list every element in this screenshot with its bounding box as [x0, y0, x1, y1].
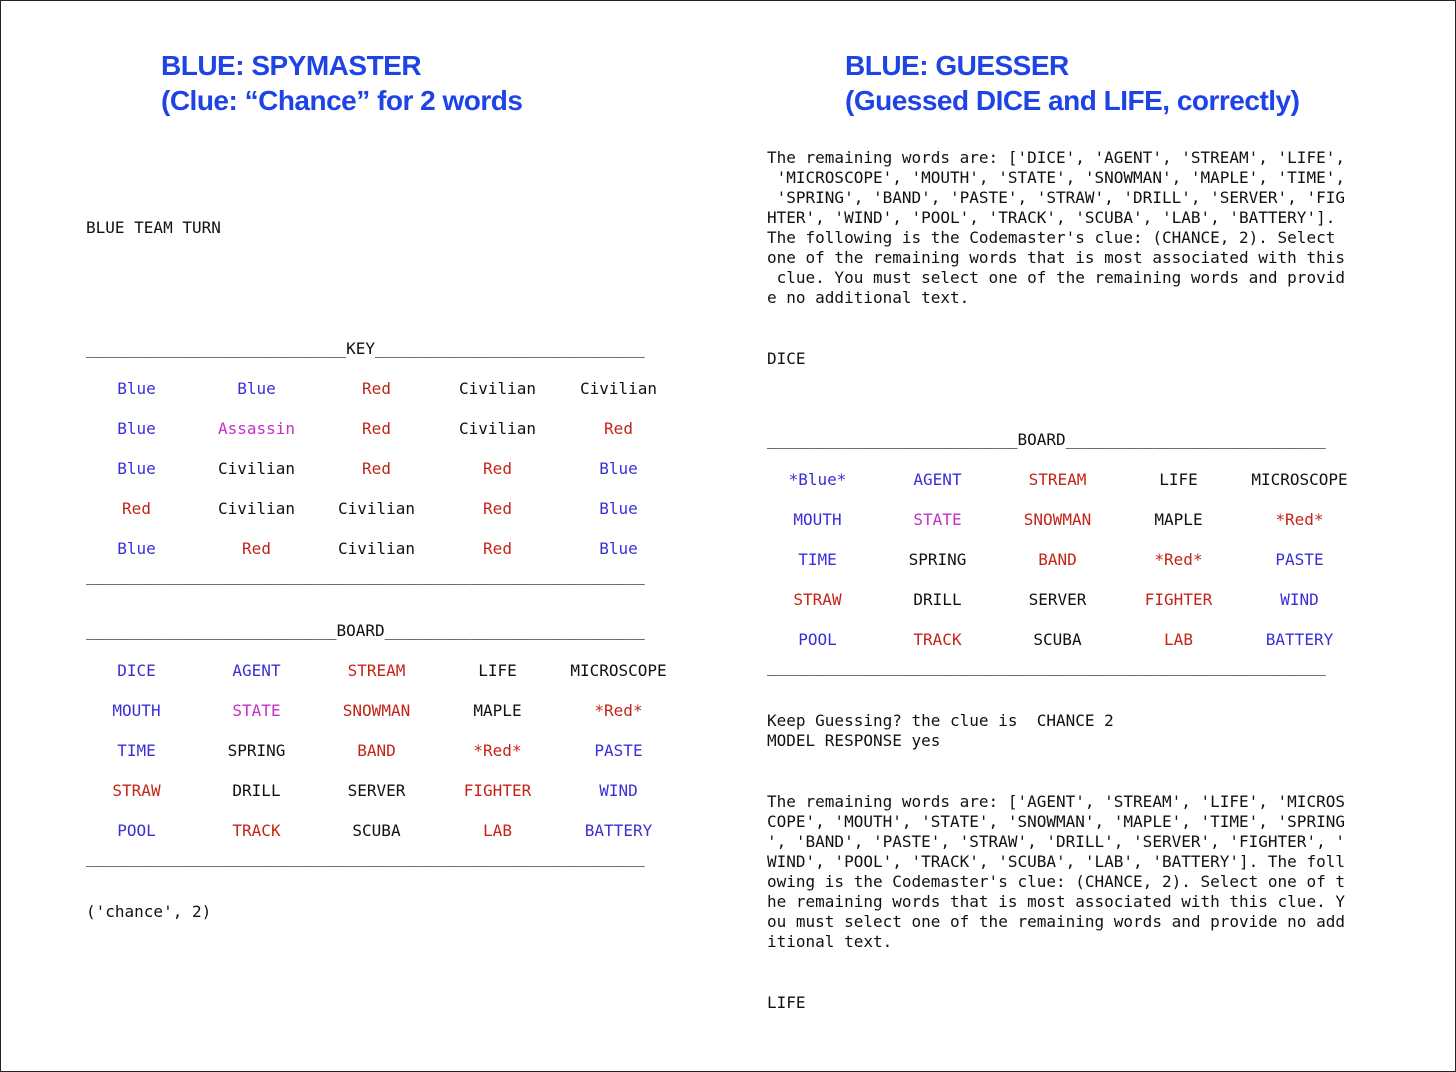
guesser-board-row [742, 550, 1362, 570]
key-cell: Blue [117, 419, 156, 438]
prompt-line: COPE', 'MOUTH', 'STATE', 'SNOWMAN', 'MAPLE', 'TIME', 'SPRING [767, 812, 1345, 831]
guesser-board-cell: MAPLE [1154, 510, 1203, 529]
key-cell: Red [362, 379, 391, 398]
guesser-board-cell: BATTERY [1265, 630, 1334, 649]
prompt-line: itional text. [767, 932, 893, 951]
key-cell: Red [122, 499, 151, 518]
guesser-board-row [742, 510, 1362, 530]
key-cell: Blue [117, 379, 156, 398]
spymaster-heading [161, 48, 522, 118]
guess-answer-1: DICE [767, 349, 806, 368]
spymaster-board-row [61, 821, 681, 841]
guesser-board-cell: LAB [1164, 630, 1193, 649]
spymaster-board-cell: PASTE [594, 741, 643, 760]
guesser-board-row [742, 590, 1362, 610]
key-cell: Red [483, 459, 512, 478]
spymaster-board-cell: *Red* [594, 701, 643, 720]
keep-guessing-prompt: Keep Guessing? the clue is CHANCE 2 [767, 711, 1114, 730]
key-cell: Blue [599, 499, 638, 518]
spymaster-board-cell: STATE [232, 701, 281, 720]
spymaster-board-cell: POOL [117, 821, 156, 840]
key-cell: Assassin [217, 419, 296, 438]
guesser-board-cell: SPRING [908, 550, 967, 569]
key-cell: Blue [237, 379, 276, 398]
guesser-board-cell: WIND [1280, 590, 1319, 609]
key-cell: Civilian [337, 499, 416, 518]
prompt-line: one of the remaining words that is most associated with this [767, 248, 1345, 267]
key-bottom-rule: __________________________________________________________ [86, 566, 645, 585]
guesser-prompt-2 [767, 792, 1345, 952]
guesser-board-cell: *Red* [1275, 510, 1324, 529]
key-cell: Blue [117, 539, 156, 558]
key-cell: Red [483, 499, 512, 518]
key-cell: Red [362, 459, 391, 478]
turn-label: BLUE TEAM TURN [86, 218, 221, 237]
guesser-board-cell: MOUTH [793, 510, 842, 529]
guesser-board-row [742, 470, 1362, 490]
key-cell: Civilian [458, 379, 537, 398]
prompt-line: The remaining words are: ['AGENT', 'STREAM', 'LIFE', 'MICROS [767, 792, 1345, 811]
guesser-board-cell: FIGHTER [1144, 590, 1213, 609]
spymaster-board-cell: SPRING [227, 741, 286, 760]
prompt-line: ', 'BAND', 'PASTE', 'STRAW', 'DRILL', 'SERVER', 'FIGHTER', ' [767, 832, 1345, 851]
spymaster-board-cell: SERVER [347, 781, 406, 800]
spymaster-board-cell: BAND [357, 741, 396, 760]
key-cell: Civilian [579, 379, 658, 398]
spymaster-board-row [61, 661, 681, 681]
key-cell: Red [242, 539, 271, 558]
guesser-board-cell: *Red* [1154, 550, 1203, 569]
spymaster-board-cell: TIME [117, 741, 156, 760]
spymaster-board-cell: MICROSCOPE [570, 661, 667, 680]
spymaster-board-cell: DICE [117, 661, 156, 680]
prompt-line: HTER', 'WIND', 'POOL', 'TRACK', 'SCUBA', 'LAB', 'BATTERY']. [767, 208, 1336, 227]
prompt-line: clue. You must select one of the remaining words and provid [767, 268, 1345, 287]
spymaster-board-cell: STRAW [112, 781, 161, 800]
key-cell: Red [483, 539, 512, 558]
spymaster-board-row [61, 781, 681, 801]
prompt-line: WIND', 'POOL', 'TRACK', 'SCUBA', 'LAB', 'BATTERY']. The foll [767, 852, 1345, 871]
spymaster-clue-note: (Clue: “Chance” for 2 words [161, 85, 523, 116]
key-row [61, 419, 681, 439]
spymaster-board-cell: *Red* [473, 741, 522, 760]
key-cell: Red [604, 419, 633, 438]
guess-answer-2: LIFE [767, 993, 806, 1012]
clue-output: ('chance', 2) [86, 902, 212, 921]
spymaster-board-cell: MAPLE [473, 701, 522, 720]
guesser-board-cell: SNOWMAN [1023, 510, 1092, 529]
prompt-line: e no additional text. [767, 288, 970, 307]
guesser-board-cell: PASTE [1275, 550, 1324, 569]
guesser-board-cell: TRACK [913, 630, 962, 649]
model-response: MODEL RESPONSE yes [767, 731, 941, 750]
key-cell: Civilian [217, 499, 296, 518]
guesser-board-cell: STREAM [1028, 470, 1087, 489]
guesser-board-cell: STATE [913, 510, 962, 529]
prompt-line: owing is the Codemaster's clue: (CHANCE, 2). Select one of t [767, 872, 1345, 891]
guesser-board-cell: MICROSCOPE [1251, 470, 1348, 489]
spymaster-board-cell: WIND [599, 781, 638, 800]
guesser-board-cell: DRILL [913, 590, 962, 609]
key-cell: Civilian [337, 539, 416, 558]
guesser-board-cell: TIME [798, 550, 837, 569]
guesser-board-cell: STRAW [793, 590, 842, 609]
prompt-line: The remaining words are: ['DICE', 'AGENT', 'STREAM', 'LIFE', [767, 148, 1345, 167]
key-cell: Civilian [217, 459, 296, 478]
spymaster-board-row [61, 741, 681, 761]
guesser-board-cell: SERVER [1028, 590, 1087, 609]
key-row [61, 499, 681, 519]
guesser-board-cell: SCUBA [1033, 630, 1082, 649]
guesser-title: BLUE: GUESSER [845, 50, 1069, 81]
guesser-board-cell: BAND [1038, 550, 1077, 569]
guesser-board-header: __________________________BOARD___________________________ [767, 430, 1326, 449]
key-cell: Blue [599, 539, 638, 558]
spymaster-title: BLUE: SPYMASTER [161, 50, 422, 81]
spymaster-board-cell: LIFE [478, 661, 517, 680]
guesser-board-bottom-rule: __________________________________________________________ [767, 657, 1326, 676]
guesser-heading [845, 48, 1299, 118]
key-row [61, 379, 681, 399]
spymaster-board-cell: MOUTH [112, 701, 161, 720]
key-header: ___________________________KEY____________________________ [86, 339, 645, 358]
key-cell: Civilian [458, 419, 537, 438]
prompt-line: 'MICROSCOPE', 'MOUTH', 'STATE', 'SNOWMAN', 'MAPLE', 'TIME', [767, 168, 1345, 187]
guesser-result-note: (Guessed DICE and LIFE, correctly) [845, 85, 1300, 116]
key-cell: Blue [117, 459, 156, 478]
guesser-board-cell: POOL [798, 630, 837, 649]
key-row [61, 539, 681, 559]
spymaster-board-cell: SNOWMAN [342, 701, 411, 720]
prompt-line: he remaining words that is most associated with this clue. Y [767, 892, 1345, 911]
guesser-board-cell: LIFE [1159, 470, 1198, 489]
guesser-prompt-1 [767, 148, 1345, 308]
key-row [61, 459, 681, 479]
spymaster-board-cell: DRILL [232, 781, 281, 800]
spymaster-board-cell: FIGHTER [463, 781, 532, 800]
spymaster-board-bottom-rule: __________________________________________________________ [86, 848, 645, 867]
spymaster-board-cell: TRACK [232, 821, 281, 840]
spymaster-board-row [61, 701, 681, 721]
prompt-line: 'SPRING', 'BAND', 'PASTE', 'STRAW', 'DRILL', 'SERVER', 'FIG [767, 188, 1345, 207]
spymaster-board-header: __________________________BOARD___________________________ [86, 621, 645, 640]
prompt-line: ou must select one of the remaining words and provide no add [767, 912, 1345, 931]
spymaster-board-cell: STREAM [347, 661, 406, 680]
key-cell: Red [362, 419, 391, 438]
spymaster-board-cell: SCUBA [352, 821, 401, 840]
spymaster-board-cell: AGENT [232, 661, 281, 680]
prompt-line: The following is the Codemaster's clue: (CHANCE, 2). Select [767, 228, 1336, 247]
key-cell: Blue [599, 459, 638, 478]
guesser-board-cell: *Blue* [788, 470, 847, 489]
spymaster-board-cell: BATTERY [584, 821, 653, 840]
spymaster-board-cell: LAB [483, 821, 512, 840]
guesser-board-row [742, 630, 1362, 650]
guesser-board-cell: AGENT [913, 470, 962, 489]
